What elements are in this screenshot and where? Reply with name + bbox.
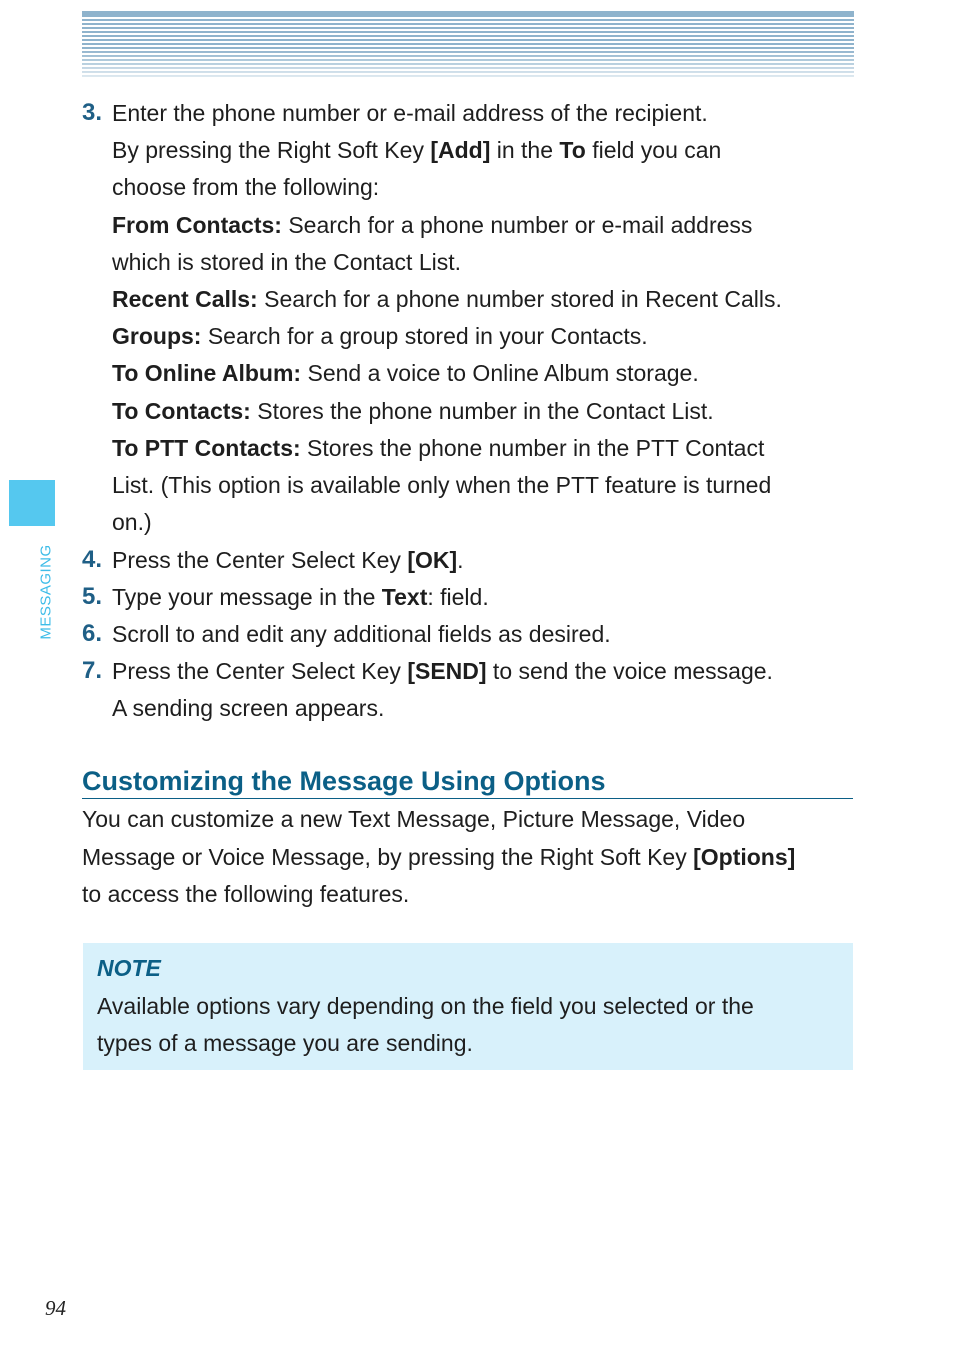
step-number: 7. <box>82 657 103 684</box>
text-run: which is stored in the Contact List. <box>112 249 461 275</box>
text-run: on.) <box>112 509 152 535</box>
bold-term: To Online Album: <box>112 360 302 386</box>
bold-term: [OK] <box>407 547 458 573</box>
step-text-line <box>112 582 489 612</box>
bold-term: [Options] <box>693 844 796 870</box>
bold-term: Text <box>381 584 428 610</box>
step-text-line <box>112 284 782 314</box>
text-run: to access the following features. <box>82 881 410 907</box>
text-run: You can customize a new Text Message, Picture Message, Video <box>82 806 746 832</box>
text-run: Message or Voice Message, by pressing the Right Soft Key <box>82 844 694 870</box>
bold-term: From Contacts: <box>112 212 282 238</box>
section-text-line <box>82 804 745 834</box>
section-heading: Customizing the Message Using Options <box>82 764 853 799</box>
text-run: Stores the phone number in the Contact List. <box>250 398 714 424</box>
note-line: Available options vary depending on the field you selected or the <box>97 993 754 1019</box>
text-run: field you can <box>585 137 722 163</box>
bold-term: To PTT Contacts: <box>112 435 301 461</box>
step-text-line <box>112 247 461 277</box>
text-run: Type your message in the <box>112 584 382 610</box>
text-run: Send a voice to Online Album storage. <box>301 360 699 386</box>
step-text-line <box>112 98 708 128</box>
step-text-line <box>112 321 648 351</box>
section-text-line <box>82 842 795 872</box>
bold-term: To Contacts: <box>112 398 251 424</box>
step-text-line <box>112 135 721 165</box>
page-number: 94 <box>45 1296 66 1320</box>
note-title: NOTE <box>97 955 161 981</box>
text-run: Stores the phone number in the PTT Contact <box>300 435 765 461</box>
step-text-line <box>112 619 611 649</box>
text-run: in the <box>490 137 560 163</box>
text-run: Press the Center Select Key <box>112 658 408 684</box>
text-run: Search for a phone number or e-mail address <box>281 212 753 238</box>
text-run: A sending screen appears. <box>112 695 385 721</box>
text-run: . <box>457 547 464 573</box>
step-text-line <box>112 545 464 575</box>
step-text-line <box>112 358 699 388</box>
step-text-line <box>112 656 773 686</box>
text-run: Enter the phone number or e-mail address of the recipient. <box>112 100 708 126</box>
step-number: 3. <box>82 99 103 126</box>
text-run: : field. <box>427 584 489 610</box>
text-run: Search for a group stored in your Contacts. <box>201 323 648 349</box>
step-number: 4. <box>82 546 103 573</box>
text-run: choose from the following: <box>112 174 380 200</box>
step-number: 6. <box>82 620 103 647</box>
bold-term: Groups: <box>112 323 202 349</box>
text-run: Search for a phone number stored in Recent Calls. <box>257 286 782 312</box>
text-run: Press the Center Select Key <box>112 547 408 573</box>
step-text-line <box>112 172 379 202</box>
bold-term: To <box>559 137 586 163</box>
text-run: By pressing the Right Soft Key <box>112 137 431 163</box>
bold-term: [SEND] <box>407 658 487 684</box>
text-run: to send the voice message. <box>486 658 773 684</box>
chapter-side-label: MESSAGING <box>37 544 55 640</box>
bold-term: Recent Calls: <box>112 286 258 312</box>
step-text-line <box>112 396 714 426</box>
step-text-line <box>112 470 771 500</box>
step-number: 5. <box>82 583 103 610</box>
step-text-line <box>112 210 752 240</box>
step-text-line <box>112 433 764 463</box>
note-line: types of a message you are sending. <box>97 1030 473 1056</box>
bold-term: [Add] <box>430 137 491 163</box>
chapter-tab-marker <box>9 480 55 526</box>
text-run: List. (This option is available only when the PTT feature is turned <box>112 472 772 498</box>
text-run: Scroll to and edit any additional fields as desired. <box>112 621 611 647</box>
section-text-line <box>82 879 409 909</box>
header-stripe-band <box>82 11 854 79</box>
step-text-line <box>112 507 152 537</box>
step-text-line <box>112 693 384 723</box>
